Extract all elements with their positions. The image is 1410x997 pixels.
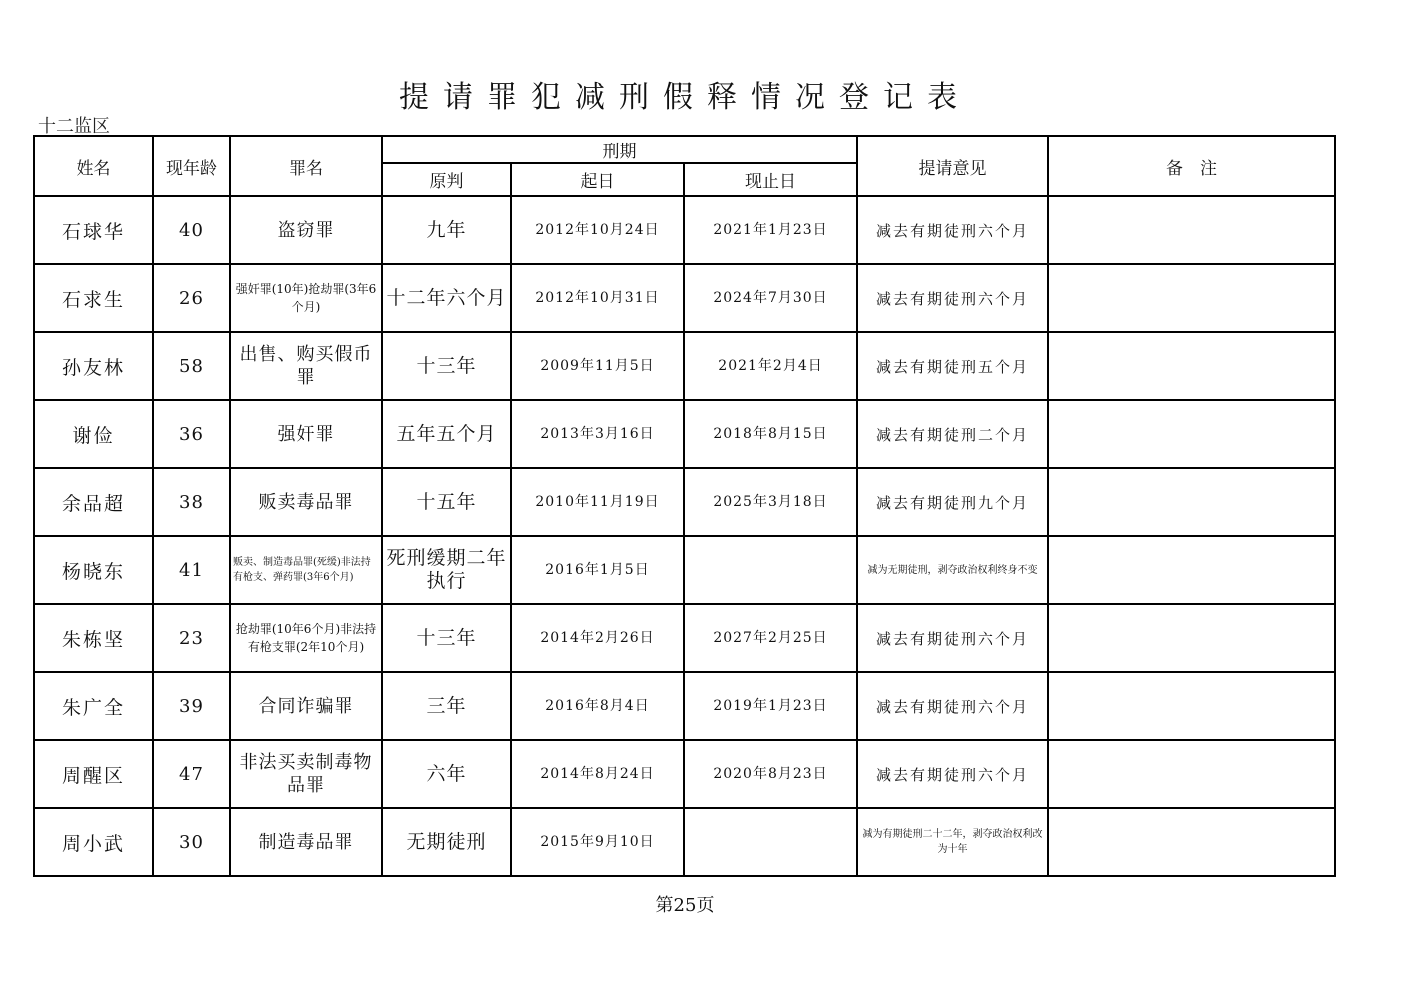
cell-opinion: 减去有期徒刑九个月 <box>857 468 1048 536</box>
cell-remark <box>1048 536 1335 604</box>
cell-original: 五年五个月 <box>382 400 511 468</box>
cell-age: 47 <box>153 740 230 808</box>
cell-crime: 抢劫罪(10年6个月)非法持有枪支罪(2年10个月) <box>230 604 382 672</box>
cell-crime: 合同诈骗罪 <box>230 672 382 740</box>
header-row-top <box>34 136 1335 163</box>
cell-crime: 贩卖毒品罪 <box>230 468 382 536</box>
cell-name: 石求生 <box>34 264 153 332</box>
cell-opinion: 减为有期徒刑二十二年，剥夺政治权利改为十年 <box>857 808 1048 876</box>
register-table <box>33 135 1336 877</box>
cell-name: 朱广全 <box>34 672 153 740</box>
cell-original: 无期徒刑 <box>382 808 511 876</box>
cell-start: 2016年1月5日 <box>511 536 684 604</box>
cell-name: 谢俭 <box>34 400 153 468</box>
cell-remark <box>1048 604 1335 672</box>
table-row <box>34 808 1335 876</box>
cell-remark <box>1048 196 1335 264</box>
cell-age: 41 <box>153 536 230 604</box>
cell-opinion: 减去有期徒刑六个月 <box>857 672 1048 740</box>
cell-crime: 非法买卖制毒物品罪 <box>230 740 382 808</box>
table-row <box>34 332 1335 400</box>
table-row <box>34 536 1335 604</box>
table-row <box>34 196 1335 264</box>
header-name: 姓名 <box>34 136 153 196</box>
cell-original: 九年 <box>382 196 511 264</box>
cell-age: 39 <box>153 672 230 740</box>
cell-age: 40 <box>153 196 230 264</box>
cell-start: 2009年11月5日 <box>511 332 684 400</box>
district-label: 十二监区 <box>38 116 110 137</box>
cell-end: 2020年8月23日 <box>684 740 857 808</box>
cell-remark <box>1048 264 1335 332</box>
header-end: 现止日 <box>684 163 857 196</box>
table-row <box>34 264 1335 332</box>
cell-start: 2012年10月24日 <box>511 196 684 264</box>
cell-start: 2014年8月24日 <box>511 740 684 808</box>
cell-name: 周醒区 <box>34 740 153 808</box>
header-start: 起日 <box>511 163 684 196</box>
cell-end <box>684 808 857 876</box>
cell-crime: 强奸罪 <box>230 400 382 468</box>
cell-remark <box>1048 808 1335 876</box>
cell-original: 十二年六个月 <box>382 264 511 332</box>
cell-crime: 贩卖、制造毒品罪(死缓)非法持有枪支、弹药罪(3年6个月) <box>230 536 382 604</box>
page-title: 提请罪犯减刑假释情况登记表 <box>399 80 971 115</box>
cell-name: 杨晓东 <box>34 536 153 604</box>
cell-end: 2021年2月4日 <box>684 332 857 400</box>
cell-start: 2013年3月16日 <box>511 400 684 468</box>
cell-start: 2012年10月31日 <box>511 264 684 332</box>
cell-crime: 制造毒品罪 <box>230 808 382 876</box>
cell-crime: 出售、购买假币罪 <box>230 332 382 400</box>
page-number: 第25页 <box>655 895 715 916</box>
table-row <box>34 672 1335 740</box>
cell-name: 余品超 <box>34 468 153 536</box>
cell-age: 38 <box>153 468 230 536</box>
cell-original: 十五年 <box>382 468 511 536</box>
cell-opinion: 减去有期徒刑五个月 <box>857 332 1048 400</box>
table-row <box>34 468 1335 536</box>
cell-end: 2027年2月25日 <box>684 604 857 672</box>
cell-opinion: 减为无期徒刑，剥夺政治权利终身不变 <box>857 536 1048 604</box>
cell-name: 周小武 <box>34 808 153 876</box>
cell-age: 36 <box>153 400 230 468</box>
cell-name: 朱栋坚 <box>34 604 153 672</box>
cell-remark <box>1048 740 1335 808</box>
cell-end: 2021年1月23日 <box>684 196 857 264</box>
cell-original: 三年 <box>382 672 511 740</box>
cell-remark <box>1048 672 1335 740</box>
header-original: 原判 <box>382 163 511 196</box>
cell-remark <box>1048 400 1335 468</box>
cell-original: 十三年 <box>382 332 511 400</box>
table-row <box>34 400 1335 468</box>
cell-start: 2015年9月10日 <box>511 808 684 876</box>
cell-original: 六年 <box>382 740 511 808</box>
cell-name: 石球华 <box>34 196 153 264</box>
cell-age: 26 <box>153 264 230 332</box>
cell-opinion: 减去有期徒刑六个月 <box>857 740 1048 808</box>
cell-end: 2018年8月15日 <box>684 400 857 468</box>
cell-end: 2019年1月23日 <box>684 672 857 740</box>
header-term: 刑期 <box>382 136 857 163</box>
cell-opinion: 减去有期徒刑六个月 <box>857 604 1048 672</box>
cell-opinion: 减去有期徒刑六个月 <box>857 264 1048 332</box>
header-remark: 备 注 <box>1048 136 1335 196</box>
cell-name: 孙友林 <box>34 332 153 400</box>
cell-end: 2025年3月18日 <box>684 468 857 536</box>
cell-age: 30 <box>153 808 230 876</box>
cell-start: 2010年11月19日 <box>511 468 684 536</box>
cell-age: 58 <box>153 332 230 400</box>
table-row <box>34 604 1335 672</box>
cell-crime: 强奸罪(10年)抢劫罪(3年6个月) <box>230 264 382 332</box>
header-opinion: 提请意见 <box>857 136 1048 196</box>
header-crime: 罪名 <box>230 136 382 196</box>
cell-remark <box>1048 332 1335 400</box>
cell-original: 死刑缓期二年执行 <box>382 536 511 604</box>
cell-original: 十三年 <box>382 604 511 672</box>
cell-end: 2024年7月30日 <box>684 264 857 332</box>
cell-start: 2014年2月26日 <box>511 604 684 672</box>
cell-age: 23 <box>153 604 230 672</box>
cell-start: 2016年8月4日 <box>511 672 684 740</box>
table-row <box>34 740 1335 808</box>
cell-opinion: 减去有期徒刑二个月 <box>857 400 1048 468</box>
header-age: 现年龄 <box>153 136 230 196</box>
cell-remark <box>1048 468 1335 536</box>
cell-crime: 盗窃罪 <box>230 196 382 264</box>
cell-opinion: 减去有期徒刑六个月 <box>857 196 1048 264</box>
cell-end <box>684 536 857 604</box>
